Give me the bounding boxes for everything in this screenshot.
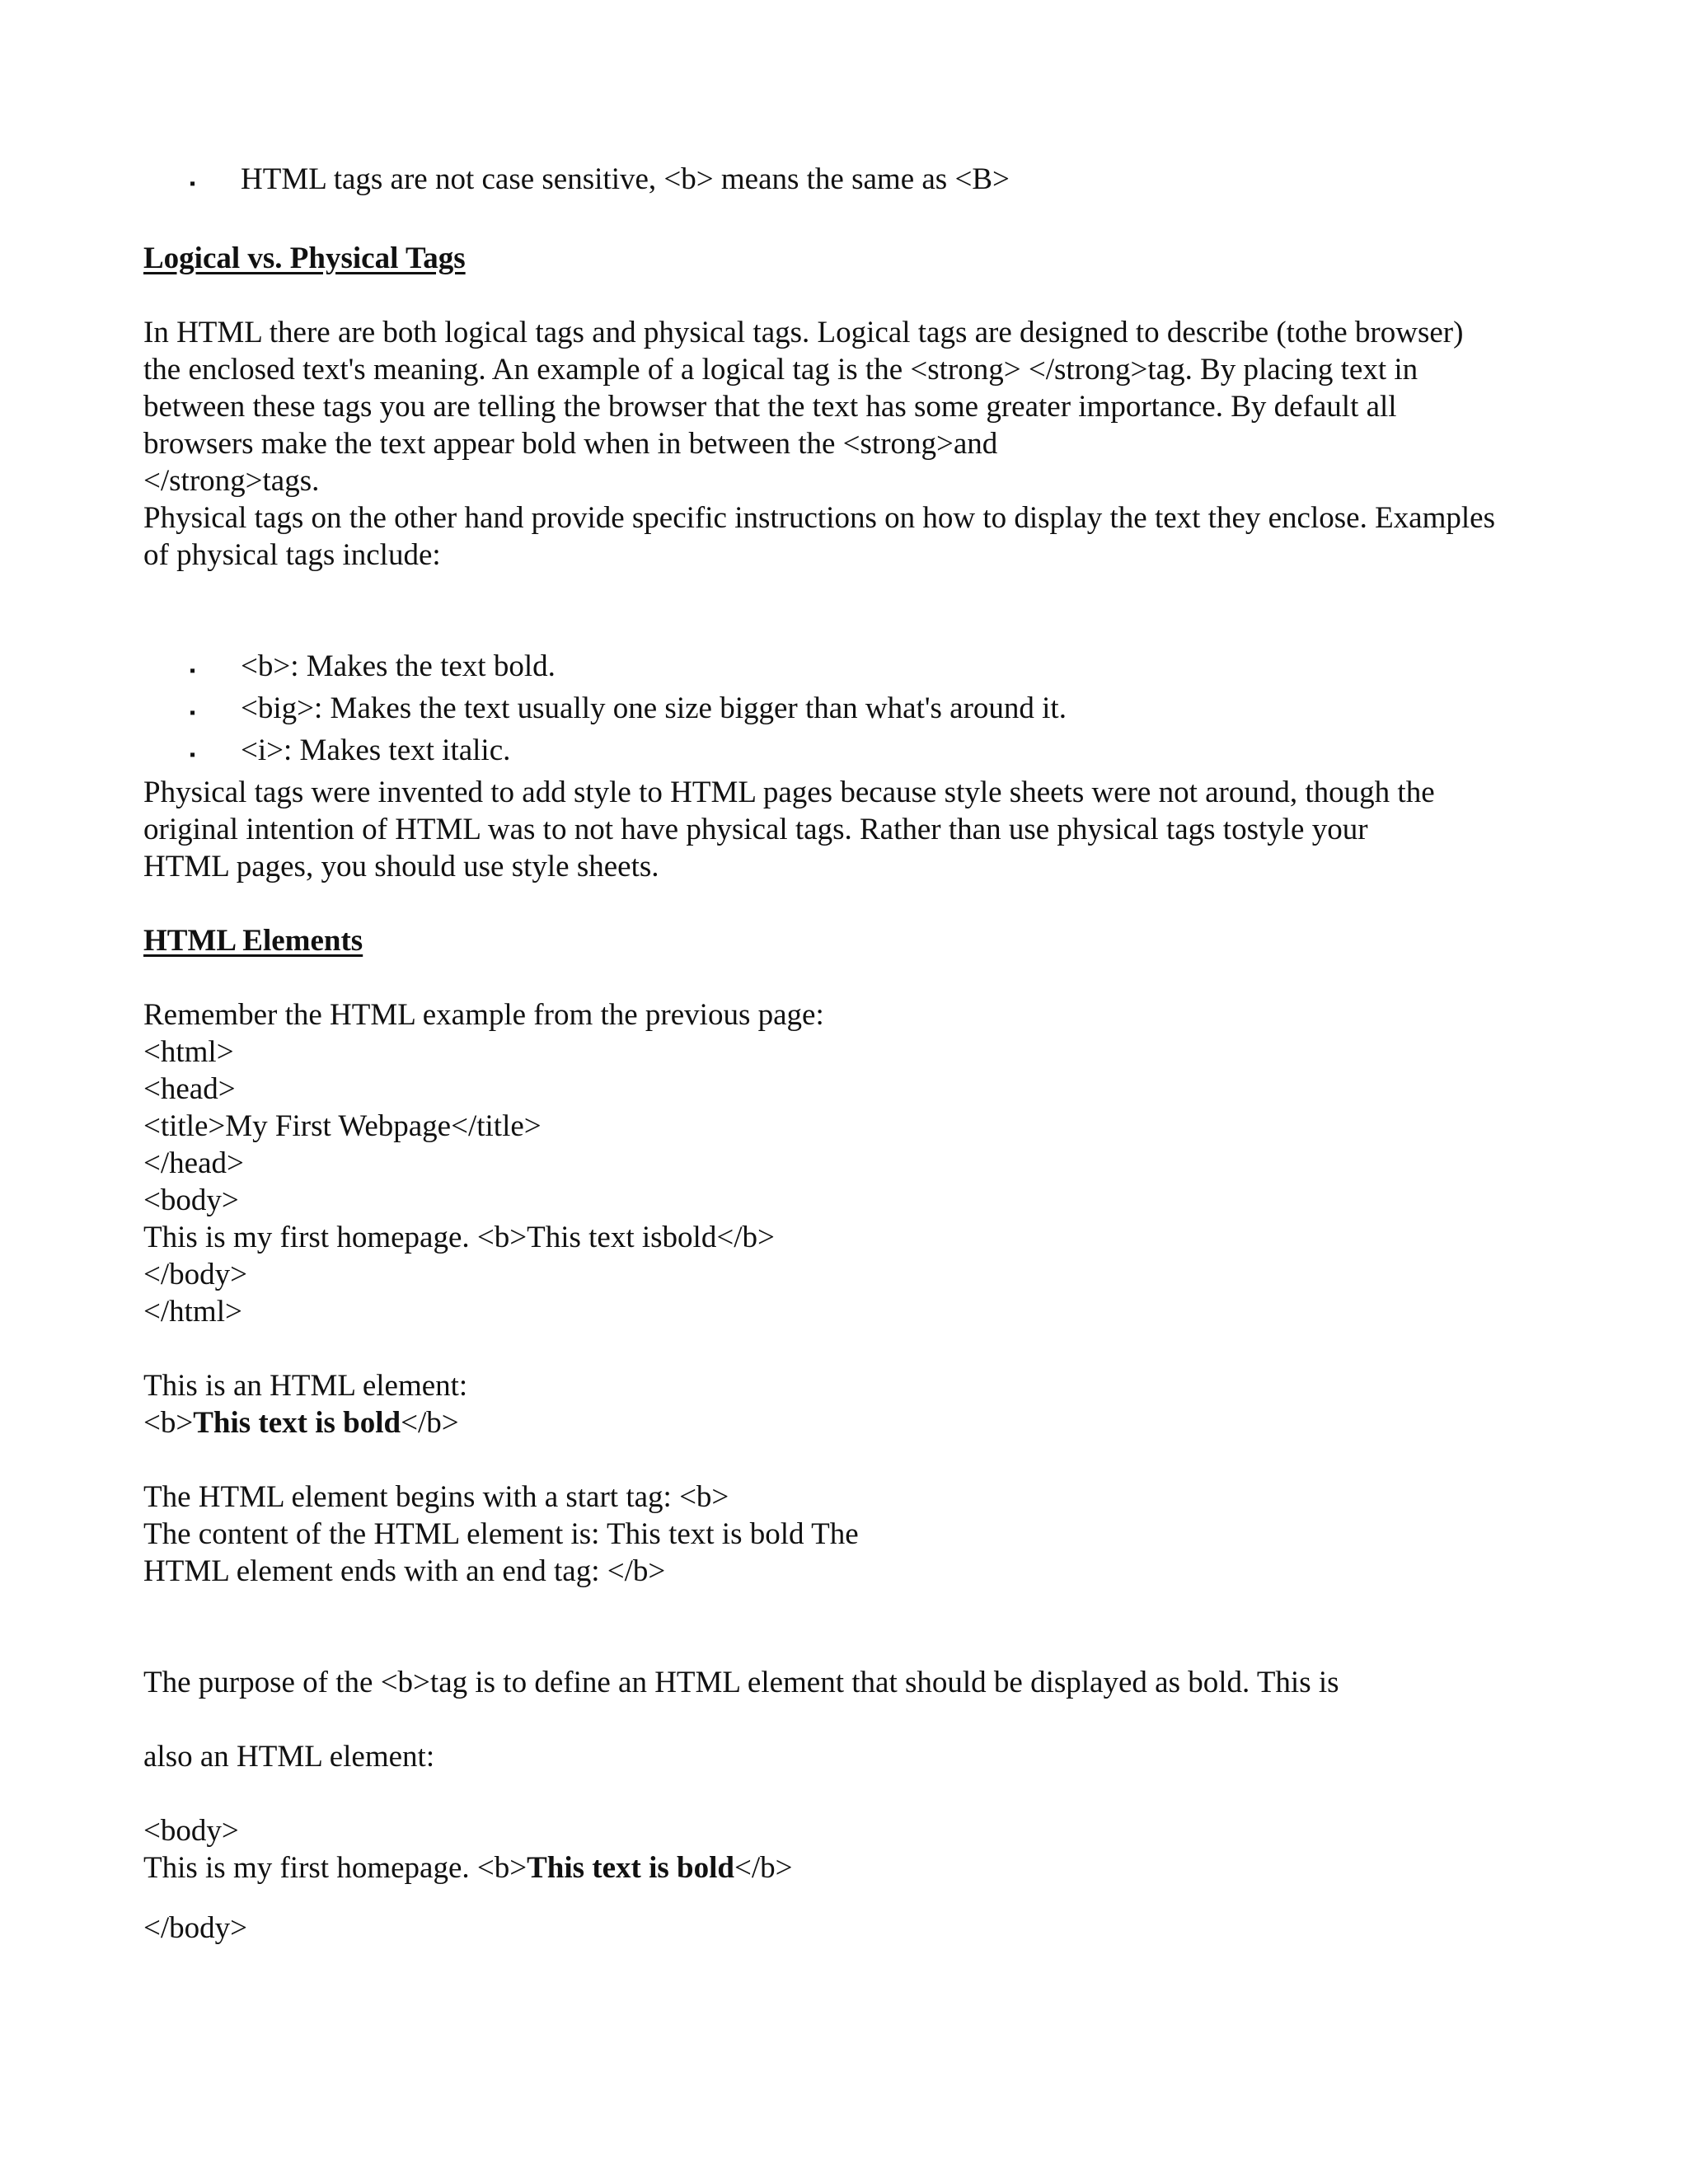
bullet-icon: ▪ xyxy=(190,175,196,193)
list-item xyxy=(143,732,1594,774)
paragraph-line: also an HTML element: xyxy=(143,1740,435,1774)
code-line: </body> xyxy=(143,1911,248,1945)
paragraph-line: browsers make the text appear bold when in between the <strong>and xyxy=(143,427,998,461)
tag-close: </b> xyxy=(734,1851,793,1885)
paragraph-line: HTML element ends with an end tag: </b> xyxy=(143,1554,666,1588)
code-line: <html> xyxy=(143,1035,234,1069)
paragraph-line: The HTML element begins with a start tag: <b> xyxy=(143,1480,729,1514)
code-line: <title>My First Webpage</title> xyxy=(143,1109,542,1143)
tag-close: </b> xyxy=(401,1406,459,1440)
list-item-text: <big>: Makes the text usually one size bigger than what's around it. xyxy=(241,691,1067,725)
list-item-text: <b>: Makes the text bold. xyxy=(241,649,556,683)
code-line: <body> xyxy=(143,1183,239,1217)
list-item xyxy=(143,161,1594,203)
code-text: This is my first homepage. <b> xyxy=(143,1851,528,1885)
paragraph-line: between these tags you are telling the browser that the text has some greater importance. By default all xyxy=(143,390,1397,424)
bullet-icon: ▪ xyxy=(190,746,196,764)
paragraph-physical-tags xyxy=(143,499,1594,574)
paragraph-line: This is an HTML element: xyxy=(143,1369,468,1403)
bold-text: This text is bold xyxy=(527,1851,734,1885)
bullet-icon: ▪ xyxy=(190,704,196,722)
paragraph-line: The content of the HTML element is: This text is bold The xyxy=(143,1517,859,1551)
code-line: </html> xyxy=(143,1295,242,1329)
code-line: <head> xyxy=(143,1072,236,1106)
tag-open: <b> xyxy=(143,1406,194,1440)
paragraph-line: the enclosed text's meaning. An example of a logical tag is the <strong> </strong>tag. By placing text in xyxy=(143,353,1418,387)
body-example xyxy=(143,1812,1594,1947)
list-item-text: <i>: Makes text italic. xyxy=(241,733,511,767)
paragraph-line: Physical tags on the other hand provide specific instructions on how to display the text they enclose. Examples xyxy=(143,501,1495,535)
code-line: This is my first homepage. <b>This text isbold</b> xyxy=(143,1221,775,1254)
element-explanation xyxy=(143,1479,1594,1590)
paragraph-line: In HTML there are both logical tags and physical tags. Logical tags are designed to describe (tothe browser) xyxy=(143,316,1464,349)
paragraph-line: of physical tags include: xyxy=(143,538,441,572)
paragraph-line: The purpose of the <b>tag is to define an HTML element that should be displayed as bold. This is xyxy=(143,1666,1339,1699)
paragraph-line: Remember the HTML example from the previous page: xyxy=(143,998,824,1032)
code-line: <body> xyxy=(143,1814,239,1848)
document-page xyxy=(143,161,1594,1947)
code-line: </head> xyxy=(143,1146,244,1180)
physical-tags-list xyxy=(143,648,1594,774)
paragraph-line: Physical tags were invented to add style to HTML pages because style sheets were not around, though the xyxy=(143,776,1435,809)
code-example xyxy=(143,1033,1594,1330)
list-item-text: HTML tags are not case sensitive, <b> means the same as <B> xyxy=(241,162,1010,196)
paragraph-line: original intention of HTML was to not have physical tags. Rather than use physical tags tostyle your xyxy=(143,813,1368,846)
list-item xyxy=(143,648,1594,690)
section-heading-logical-physical: Logical vs. Physical Tags xyxy=(143,241,466,275)
paragraph-line: </strong>tags. xyxy=(143,464,320,498)
paragraph-style-sheets xyxy=(143,774,1594,885)
bold-text: This text is bold xyxy=(193,1406,401,1440)
code-line: </body> xyxy=(143,1258,248,1291)
bullet-icon: ▪ xyxy=(190,662,196,680)
list-item xyxy=(143,690,1594,732)
element-example xyxy=(143,1404,1594,1441)
paragraph-line: HTML pages, you should use style sheets. xyxy=(143,850,659,883)
section-heading-html-elements: HTML Elements xyxy=(143,924,363,958)
paragraph-logical-tags xyxy=(143,314,1594,499)
code-line xyxy=(143,1849,1594,1886)
